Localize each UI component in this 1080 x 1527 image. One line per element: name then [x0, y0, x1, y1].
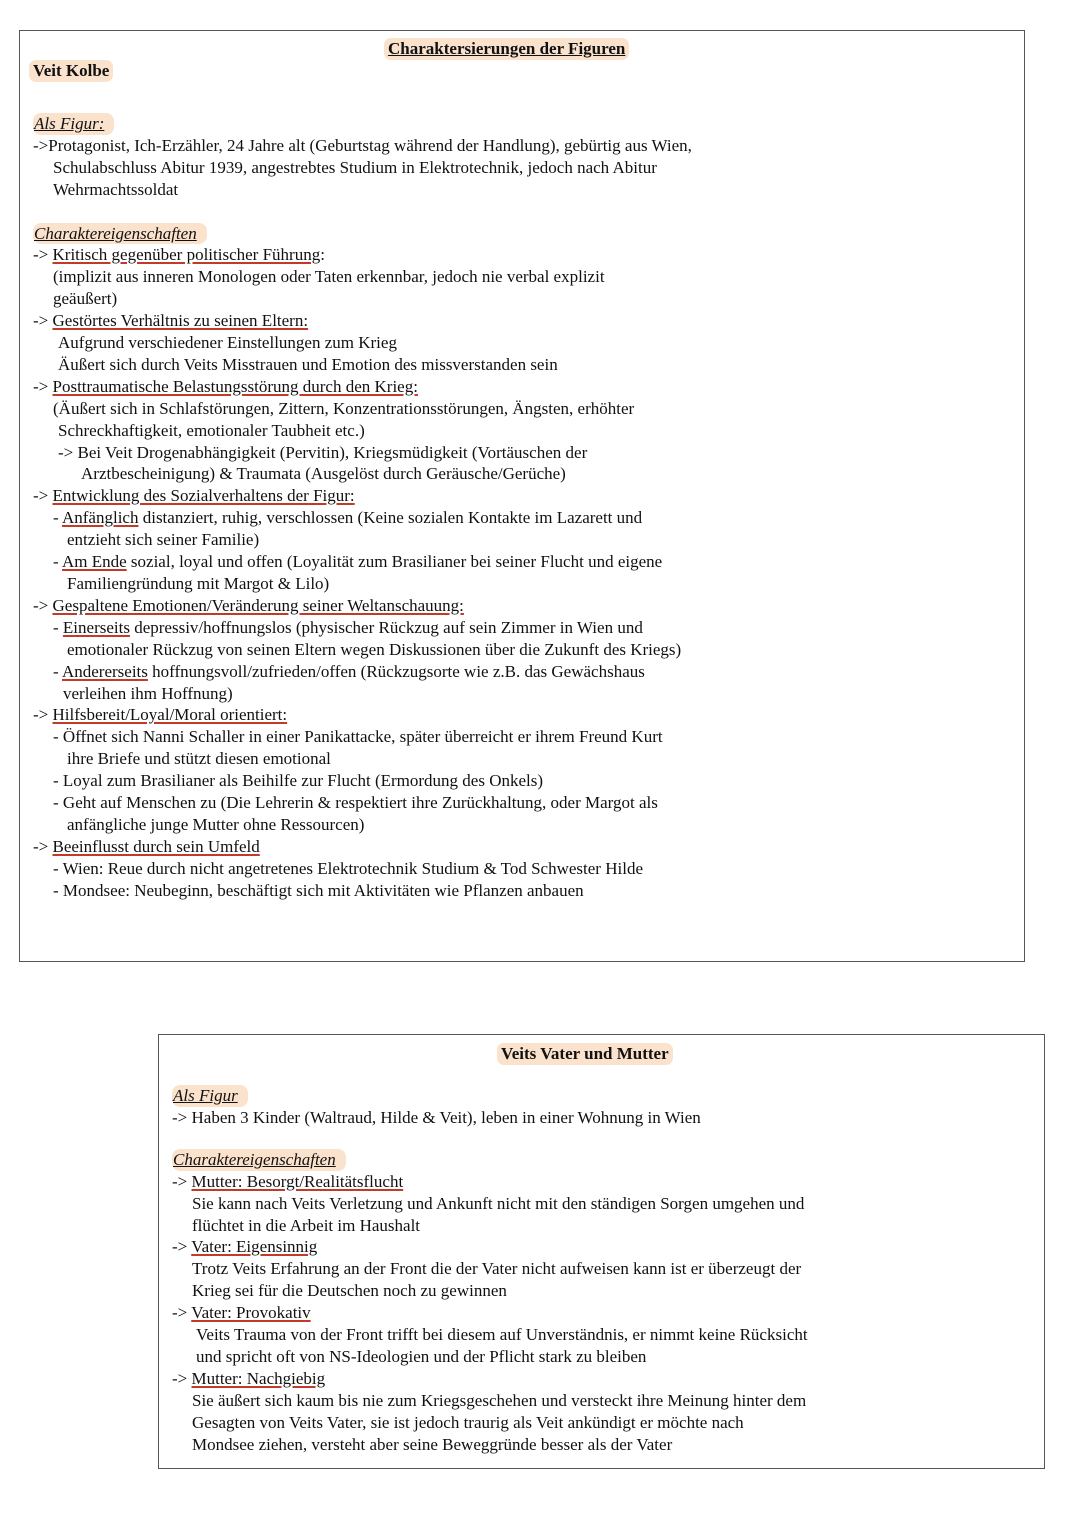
character-name: Veit Kolbe — [29, 60, 113, 82]
text-line: Sie kann nach Veits Verletzung und Ankunft nicht mit den ständigen Sorgen umgehen und — [192, 1193, 805, 1213]
section-heading-charaktereigenschaften: Charaktereigenschaften — [172, 1149, 346, 1171]
box-title: Veits Vater und Mutter — [497, 1043, 673, 1065]
character-box-veit — [19, 30, 1025, 962]
text-line: Sie äußert sich kaum bis nie zum Kriegsgeschehen und versteckt ihre Meinung hinter dem — [192, 1390, 807, 1410]
list-item: - Einerseits depressiv/hoffnungslos (physischer Rückzug auf sein Zimmer in Wien und — [53, 617, 643, 637]
section-heading-als-figur: Als Figur: — [33, 113, 114, 135]
text-line: Veits Trauma von der Front trifft bei diesem auf Unverständnis, er nimmt keine Rücksicht — [196, 1325, 808, 1345]
list-item: - Mondsee: Neubeginn, beschäftigt sich mit Aktivitäten wie Pflanzen anbauen — [53, 880, 584, 900]
text-line: Krieg sei für die Deutschen noch zu gewinnen — [192, 1281, 507, 1301]
character-box-parents — [158, 1034, 1045, 1469]
text-line: Äußert sich durch Veits Misstrauen und Emotion des missverstanden sein — [58, 354, 558, 374]
text-line: anfängliche junge Mutter ohne Ressourcen) — [67, 814, 365, 834]
text-line: Familiengründung mit Margot & Lilo) — [67, 574, 330, 594]
list-item: - Andererseits hoffnungsvoll/zufrieden/offen (Rückzugsorte wie z.B. das Gewächshaus — [53, 661, 645, 681]
text-line: entzieht sich seiner Familie) — [67, 530, 260, 550]
list-item: - Anfänglich distanziert, ruhig, verschlossen (Keine sozialen Kontakte im Lazarett und — [53, 508, 643, 528]
text-line: Aufgrund verschiedener Einstellungen zum Krieg — [58, 333, 397, 353]
trait-heading: -> Gestörtes Verhältnis zu seinen Eltern: — [33, 311, 309, 331]
list-item: - Öffnet sich Nanni Schaller in einer Panikattacke, später überreicht er ihrem Freund Kurt — [53, 727, 663, 747]
text-line: verleihen ihm Hoffnung) — [63, 683, 233, 703]
text-line: Gesagten von Veits Vater, sie ist jedoch traurig als Veit ankündigt er möchte nach — [192, 1412, 744, 1432]
section-heading-charaktereigenschaften: Charaktereigenschaften — [33, 223, 207, 245]
trait-heading: -> Kritisch gegenüber politischer Führung: — [33, 245, 325, 265]
text-line: Wehrmachtssoldat — [53, 179, 179, 199]
list-item: - Wien: Reue durch nicht angetretenes Elektrotechnik Studium & Tod Schwester Hilde — [53, 858, 643, 878]
text-line: emotionaler Rückzug von seinen Eltern wegen Diskussionen über die Zukunft des Kriegs) — [67, 639, 682, 659]
trait-heading: -> Mutter: Besorgt/Realitätsflucht — [172, 1171, 404, 1191]
text-line: -> Haben 3 Kinder (Waltraud, Hilde & Veit), leben in einer Wohnung in Wien — [172, 1107, 701, 1127]
list-item: - Loyal zum Brasilianer als Beihilfe zur Flucht (Ermordung des Onkels) — [53, 771, 544, 791]
trait-heading: -> Mutter: Nachgiebig — [172, 1368, 326, 1388]
text-line: Trotz Veits Erfahrung an der Front die der Vater nicht aufweisen kann ist er überzeugt der — [192, 1259, 802, 1279]
text-line: (Äußert sich in Schlafstörungen, Zittern, Konzentrationsstörungen, Ängsten, erhöhter — [53, 398, 635, 418]
trait-heading: -> Entwicklung des Sozialverhaltens der Figur: — [33, 486, 355, 506]
text-line: -> Bei Veit Drogenabhängigkeit (Pervitin), Kriegsmüdigkeit (Vortäuschen der — [58, 442, 588, 462]
list-item: - Am Ende sozial, loyal und offen (Loyalität zum Brasilianer bei seiner Flucht und eigene — [53, 552, 663, 572]
text-line: Schreckhaftigkeit, emotionaler Taubheit etc.) — [58, 420, 365, 440]
trait-heading: -> Vater: Eigensinnig — [172, 1237, 318, 1257]
trait-heading: -> Vater: Provokativ — [172, 1303, 311, 1323]
section-heading-als-figur: Als Figur — [172, 1085, 248, 1107]
text-line: Mondsee ziehen, versteht aber seine Beweggründe besser als der Vater — [192, 1434, 673, 1454]
text-line: Arztbescheinigung) & Traumata (Ausgelöst durch Geräusche/Gerüche) — [81, 464, 566, 484]
parents-content — [172, 1085, 1032, 1456]
trait-heading: -> Posttraumatische Belastungsstörung durch den Krieg: — [33, 376, 418, 396]
trait-heading: -> Hilfsbereit/Loyal/Moral orientiert: — [33, 705, 288, 725]
list-item: - Geht auf Menschen zu (Die Lehrerin & respektiert ihre Zurückhaltung, oder Margot als — [53, 793, 658, 813]
trait-heading: -> Beeinflusst durch sein Umfeld — [33, 836, 260, 856]
text-line: und spricht oft von NS-Ideologien und der Pflicht stark zu bleiben — [196, 1346, 647, 1366]
veit-content — [33, 113, 1013, 902]
trait-heading: -> Gespaltene Emotionen/Veränderung seiner Weltanschauung: — [33, 595, 464, 615]
text-line: ihre Briefe und stützt diesen emotional — [67, 749, 331, 769]
text-line: ->Protagonist, Ich-Erzähler, 24 Jahre alt (Geburtstag während der Handlung), gebürtig aus Wien, — [33, 135, 692, 155]
text-line: flüchtet in die Arbeit im Haushalt — [192, 1215, 421, 1235]
text-line: geäußert) — [53, 289, 118, 309]
page-title: Charaktersierungen der Figuren — [384, 38, 629, 60]
text-line: (implizit aus inneren Monologen oder Taten erkennbar, jedoch nie verbal explizit — [53, 267, 605, 287]
text-line: Schulabschluss Abitur 1939, angestrebtes Studium in Elektrotechnik, jedoch nach Abitur — [53, 157, 657, 177]
